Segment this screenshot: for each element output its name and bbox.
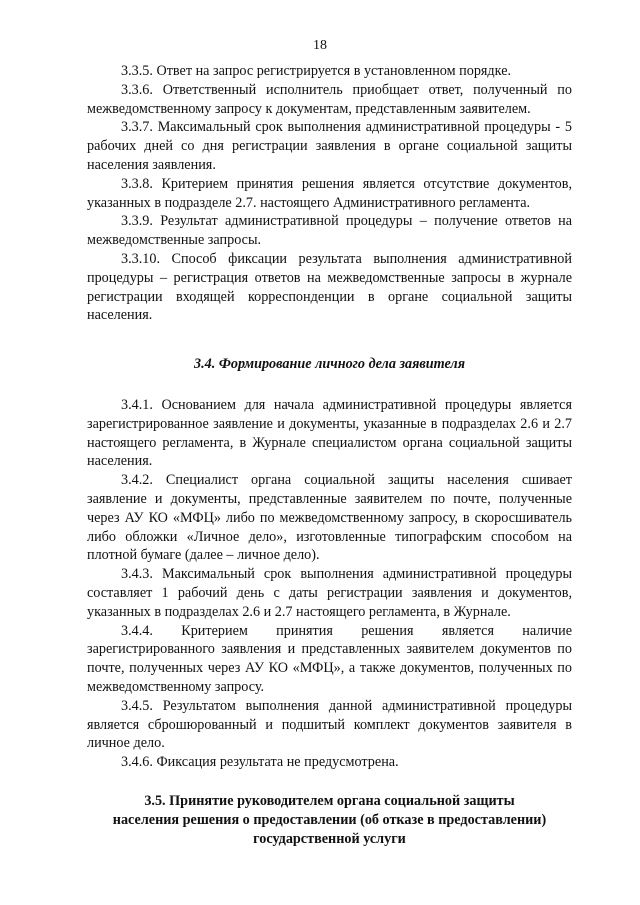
paragraph-3-3-9: 3.3.9. Результат административной процедуры – получение ответов на межведомственные запросы. [87,213,572,249]
document-body [87,62,572,849]
paragraph-3-3-7: 3.3.7. Максимальный срок выполнения административной процедуры - 5 рабочих дней со дня регистрации заявления в органе социальной защиты населения заявления. [87,119,572,173]
section-heading-3-5-line-3: государственной услуги [253,830,406,847]
paragraph-3-4-1: 3.4.1. Основанием для начала административной процедуры является зарегистрированное заявление и документы, указанные в подразделах 2.6 и 2.7 настоящего регламента, в Журнале специалистом органа социальной защиты населения. [87,396,572,470]
paragraph-3-4-4: 3.4.4. Критерием принятия решения является наличие зарегистрированного заявления и представленных заявителем документов по почте, полученных через АУ КО «МФЦ», а также документов, полученных по межведомственному запросу. [87,622,572,695]
section-heading-3-5-line-2: населения решения о предоставлении (об отказе в предоставлении) [112,811,547,828]
paragraph-3-3-10: 3.3.10. Способ фиксации результата выполнения административной процедуры – регистрация ответов на межведомственные запросы в журнале регистрации входящей корреспонденции в органе социальной защиты населения. [87,250,572,324]
paragraph-3-4-3: 3.4.3. Максимальный срок выполнения административной процедуры составляет 1 рабочий день с даты регистрации заявления и документов, указанных в подразделах 2.6 и 2.7 настоящего регламента, в Журнале. [87,566,572,620]
paragraph-3-4-6: 3.4.6. Фиксация результата не предусмотрена. [121,754,399,771]
paragraph-3-3-6: 3.3.6. Ответственный исполнитель приобщает ответ, полученный по межведомственному запросу к документам, представленным заявителем. [87,81,572,117]
section-heading-3-5 [87,792,572,849]
paragraph-3-4-2: 3.4.2. Специалист органа социальной защиты населения сшивает заявление и документы, представленные заявителем по почте, полученные через АУ КО «МФЦ» либо по межведомственному запросу, в скоросшиватель либо обложки «Личное дело», изготовленные типографским способом на плотной бумаге (далее – личное дело). [87,472,572,564]
section-heading-3-4: 3.4. Формирование личного дела заявителя [193,356,466,373]
paragraph-3-3-8: 3.3.8. Критерием принятия решения является отсутствие документов, указанных в подразделе 2.7. настоящего Административного регламента. [87,175,572,211]
paragraph-3-4-5: 3.4.5. Результатом выполнения данной административной процедуры является сброшюрованный и подшитый комплект документов заявителя в личное дело. [87,697,572,752]
section-heading-3-5-line-1: 3.5. Принятие руководителем органа социальной защиты [144,792,515,809]
page-number: 18 [313,38,327,53]
paragraph-3-3-5: 3.3.5. Ответ на запрос регистрируется в установленном порядке. [121,63,512,79]
